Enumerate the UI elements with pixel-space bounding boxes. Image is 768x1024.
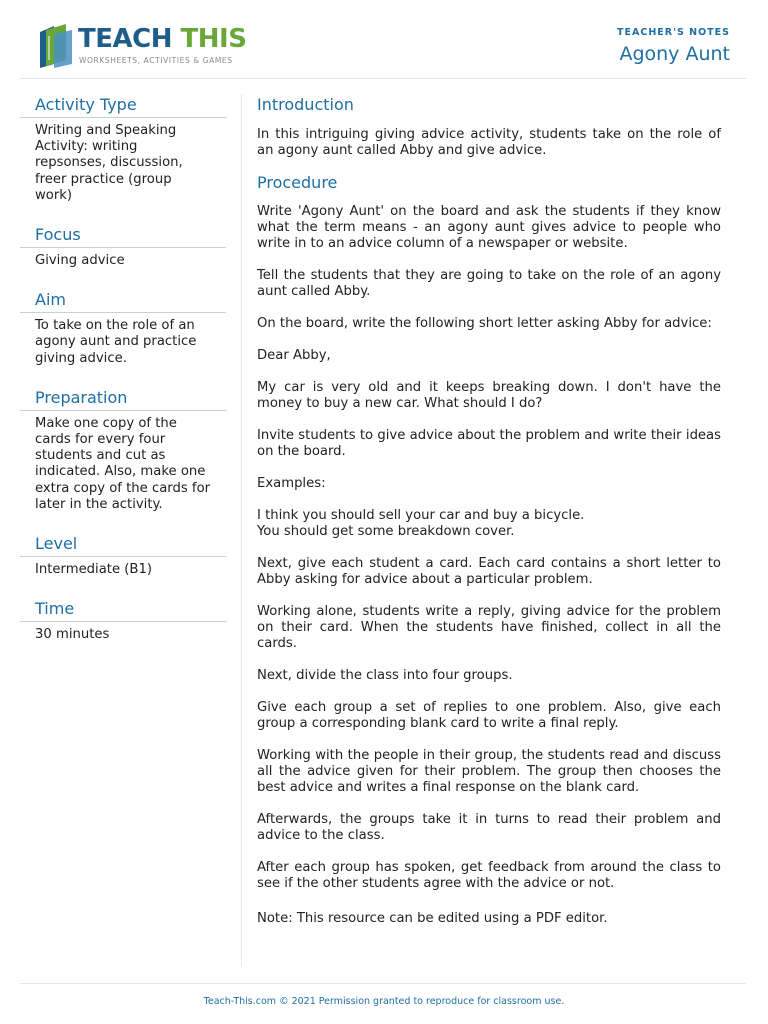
section-heading: Activity Type <box>20 94 226 118</box>
editing-note: Note: This resource can be edited using a PDF editor. <box>257 910 608 926</box>
sidebar-section-level <box>20 533 226 578</box>
sidebar <box>20 94 226 663</box>
procedure-heading: Procedure <box>257 172 338 192</box>
procedure-paragraph: Give each group a set of replies to one problem. Also, give each group a corresponding blank card to write a final reply. <box>257 700 721 731</box>
sidebar-section-activity-type <box>20 94 226 204</box>
procedure-paragraph: Working with the people in their group, the students read and discuss all the advice given for their problem. The group then chooses the best advice and writes a final response on the blank card. <box>257 748 721 795</box>
section-heading: Aim <box>20 289 226 313</box>
procedure-paragraph: Write 'Agony Aunt' on the board and ask the students if they know what the term means - an agony aunt gives advice to people who write in to an advice column of a newspaper or website. <box>257 203 721 251</box>
sidebar-section-focus <box>20 224 226 269</box>
procedure-paragraph: Dear Abby, <box>257 347 331 363</box>
introduction-heading: Introduction <box>257 95 354 114</box>
procedure-paragraph: Afterwards, the groups take it in turns to read their problem and advice to the class. <box>257 811 721 843</box>
section-heading: Preparation <box>20 387 226 411</box>
sidebar-section-preparation <box>20 387 226 513</box>
logo-word-this: THIS <box>180 24 247 54</box>
section-body: 30 minutes <box>35 627 110 643</box>
procedure-paragraph: Next, give each student a card. Each card contains a short letter to Abby asking for advice about a particular problem. <box>257 556 721 587</box>
procedure-paragraph: My car is very old and it keeps breaking down. I don't have the money to buy a new car. What should I do? <box>257 379 721 411</box>
procedure-paragraph: Next, divide the class into four groups. <box>257 667 513 683</box>
footer-divider <box>20 983 746 984</box>
procedure-paragraph: Examples: <box>257 475 326 491</box>
procedure-paragraph: After each group has spoken, get feedback from around the class to see if the other students agree with the advice or not. <box>257 859 721 891</box>
column-divider <box>241 94 242 966</box>
logo-word-teach: TEACH <box>78 24 172 54</box>
footer-copyright: Teach-This.com © 2021 Permission granted to reproduce for classroom use. <box>203 996 565 1007</box>
procedure-paragraph: Tell the students that they are going to take on the role of an agony aunt called Abby. <box>257 267 721 299</box>
section-heading: Level <box>20 533 226 557</box>
section-body: Make one copy of the cards for every four students and cut as indicated. Also, make one extra copy of the cards for later in the activity. <box>35 415 211 512</box>
section-body: Writing and Speaking Activity: writing repsonses, discussion, freer practice (group work) <box>35 123 183 203</box>
procedure-paragraph: Working alone, students write a reply, giving advice for the problem on their card. When the students have finished, collect in all the cards. <box>257 604 721 651</box>
sidebar-section-time <box>20 598 226 643</box>
procedure-paragraph: I think you should sell your car and buy a bicycle. You should get some breakdown cover. <box>257 508 585 539</box>
page-header <box>20 0 746 79</box>
procedure-paragraph: Invite students to give advice about the problem and write their ideas on the board. <box>257 427 721 459</box>
main-content <box>257 94 721 943</box>
book-logo-icon <box>36 24 74 68</box>
teach-this-logo <box>36 22 247 70</box>
page-title: Agony Aunt <box>619 43 730 65</box>
section-heading: Focus <box>20 224 226 248</box>
logo-wordmark <box>78 24 246 54</box>
logo-tagline: WORKSHEETS, ACTIVITIES & GAMES <box>79 56 233 65</box>
section-heading: Time <box>20 598 226 622</box>
introduction-text: In this intriguing giving advice activity, students take on the role of an agony aunt called Abby and give advice. <box>257 127 721 158</box>
section-body: Giving advice <box>35 253 125 269</box>
section-body: To take on the role of an agony aunt and practice giving advice. <box>35 318 197 366</box>
teachers-notes-label: TEACHER'S NOTES <box>617 27 730 38</box>
section-body: Intermediate (B1) <box>35 562 153 578</box>
sidebar-section-aim <box>20 289 226 367</box>
procedure-paragraph: On the board, write the following short letter asking Abby for advice: <box>257 315 712 331</box>
